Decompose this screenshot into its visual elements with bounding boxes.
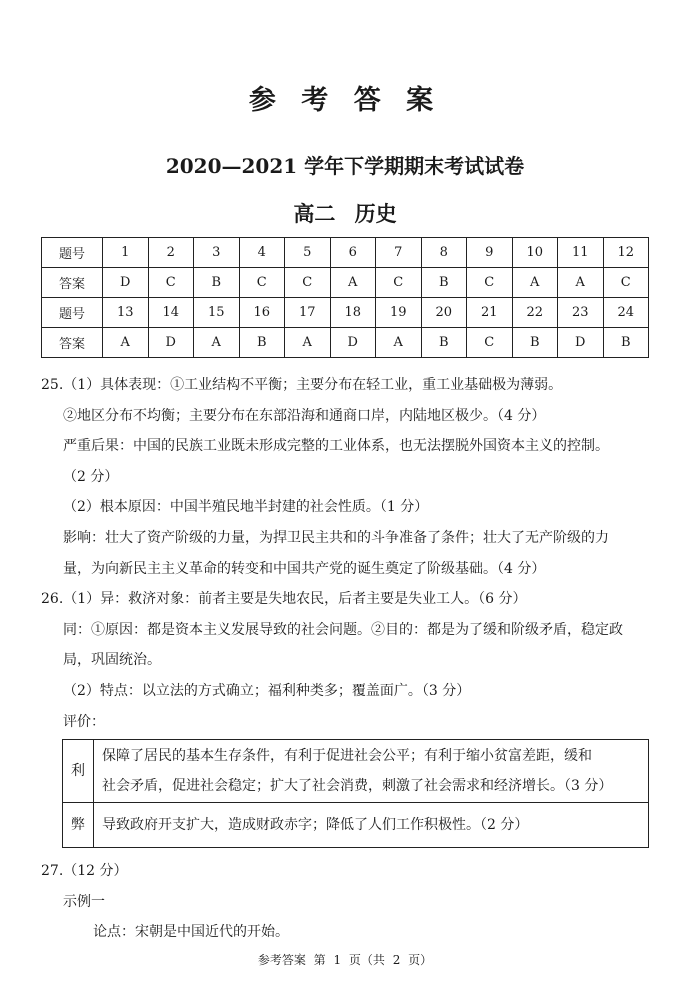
q26-line-5: 评价：	[63, 713, 105, 730]
answer-table-cell: C	[467, 268, 513, 298]
answer-table-row-label: 题号	[42, 238, 103, 268]
answer-table-cell: B	[421, 328, 467, 358]
answer-table-cell: A	[194, 328, 240, 358]
q25-line-6: 影响：壮大了资产阶级的力量，为捍卫民主共和的斗争准备了条件；壮大了无产阶级的力	[63, 529, 609, 546]
answer-table-cell: C	[376, 268, 422, 298]
subject-heading: 高二 历史	[293, 201, 397, 226]
answer-table-cell: 14	[148, 298, 194, 328]
answer-table-cell: D	[148, 328, 194, 358]
answer-table-cell: A	[103, 328, 149, 358]
answer-table-cell: A	[376, 328, 422, 358]
page-footer: 参考答案 第 1 页（共 2 页）	[257, 953, 433, 967]
answer-table-cell: 9	[467, 238, 513, 268]
answer-table-cell: 8	[421, 238, 467, 268]
answer-table-cell: C	[239, 268, 285, 298]
answer-table-row-label: 答案	[42, 328, 103, 358]
answer-table-cell: 15	[194, 298, 240, 328]
answer-table-cell: D	[330, 328, 376, 358]
exam-subtitle: 2020—2021 学年下学期期末考试试卷	[165, 154, 525, 178]
answer-table-cell: A	[330, 268, 376, 298]
answer-table-cell: 1	[103, 238, 149, 268]
answer-table-cell: 2	[148, 238, 194, 268]
con-label: 弊	[63, 803, 94, 848]
answer-table	[41, 237, 649, 358]
q27-line-3: 论点：宋朝是中国近代的开始。	[93, 924, 289, 940]
q25-line-4: （2 分）	[63, 468, 119, 485]
con-content: 导致政府开支扩大，造成财政赤字；降低了人们工作积极性。（2 分）	[94, 803, 649, 848]
answer-table-cell: 11	[558, 238, 604, 268]
answer-table-cell: A	[285, 328, 331, 358]
answer-table-cell: 21	[467, 298, 513, 328]
answer-table-cell: 16	[239, 298, 285, 328]
q26-line-4: （2）特点：以立法的方式确立；福利种类多；覆盖面广。（3 分）	[63, 682, 471, 699]
answer-table-cell: A	[512, 268, 558, 298]
pro-content	[94, 740, 649, 803]
q26-line-3: 局，巩固统治。	[63, 652, 161, 669]
answer-table-cell: 13	[103, 298, 149, 328]
answer-table-cell: C	[467, 328, 513, 358]
answer-table-row-label: 答案	[42, 268, 103, 298]
q25-line-1: 25.（1）具体表现：①工业结构不平衡；主要分布在轻工业，重工业基础极为薄弱。	[41, 377, 563, 393]
answer-table-cell: 7	[376, 238, 422, 268]
answer-table-cell: 24	[603, 298, 649, 328]
pro-label: 利	[63, 740, 94, 803]
answer-table-cell: B	[421, 268, 467, 298]
answer-table-cell: C	[285, 268, 331, 298]
q27-line-2: 示例一	[63, 893, 105, 910]
answer-table-cell: 19	[376, 298, 422, 328]
q26-line-2: 同：①原因：都是资本主义发展导致的社会问题。②目的：都是为了缓和阶级矛盾，稳定政	[63, 621, 623, 638]
answer-table-cell: 17	[285, 298, 331, 328]
answer-table-cell: 22	[512, 298, 558, 328]
answer-table-cell: 6	[330, 238, 376, 268]
pro-line-2: 社会矛盾，促进社会稳定；扩大了社会消费，刺激了社会需求和经济增长。（3 分）	[102, 778, 613, 794]
answer-table-cell: B	[239, 328, 285, 358]
answer-table-row	[42, 238, 649, 268]
evaluation-table	[62, 739, 649, 848]
answer-table-cell: C	[603, 268, 649, 298]
pro-line-1: 保障了居民的基本生存条件，有利于促进社会公平；有利于缩小贫富差距，缓和	[102, 748, 592, 764]
q27-block	[41, 856, 661, 948]
answer-table-cell: 4	[239, 238, 285, 268]
answer-table-row	[42, 268, 649, 298]
answer-table-cell: 12	[603, 238, 649, 268]
evaluation-row-con	[63, 803, 649, 848]
q26-line-1: 26.（1）异：救济对象：前者主要是失地农民，后者主要是失业工人。（6 分）	[41, 591, 527, 608]
answer-table-row-label: 题号	[42, 298, 103, 328]
answer-text-body	[41, 370, 661, 737]
q25-line-5: （2）根本原因：中国半殖民地半封建的社会性质。（1 分）	[63, 499, 429, 516]
answer-table-cell: 3	[194, 238, 240, 268]
q25-line-3: 严重后果：中国的民族工业既未形成完整的工业体系，也无法摆脱外国资本主义的控制。	[63, 438, 609, 455]
answer-table-cell: C	[148, 268, 194, 298]
answer-table-cell: 5	[285, 238, 331, 268]
q27-line-1: 27.（12 分）	[41, 863, 128, 879]
answer-table-cell: B	[512, 328, 558, 358]
q25-line-2: ②地区分布不均衡；主要分布在东部沿海和通商口岸，内陆地区极少。（4 分）	[63, 407, 546, 424]
answer-table-cell: D	[558, 328, 604, 358]
answer-table-cell: 18	[330, 298, 376, 328]
answer-table-cell: B	[194, 268, 240, 298]
document-title: 参 考 答 案	[248, 85, 442, 116]
answer-table-cell: 23	[558, 298, 604, 328]
answer-table-cell: A	[558, 268, 604, 298]
answer-table-cell: B	[603, 328, 649, 358]
answer-table-row	[42, 328, 649, 358]
answer-table-cell: 10	[512, 238, 558, 268]
answer-table-row	[42, 298, 649, 328]
answer-table-cell: D	[103, 268, 149, 298]
evaluation-row-pro	[63, 740, 649, 803]
q25-line-7: 量，为向新民主主义革命的转变和中国共产党的诞生奠定了阶级基础。（4 分）	[63, 560, 546, 577]
answer-table-cell: 20	[421, 298, 467, 328]
